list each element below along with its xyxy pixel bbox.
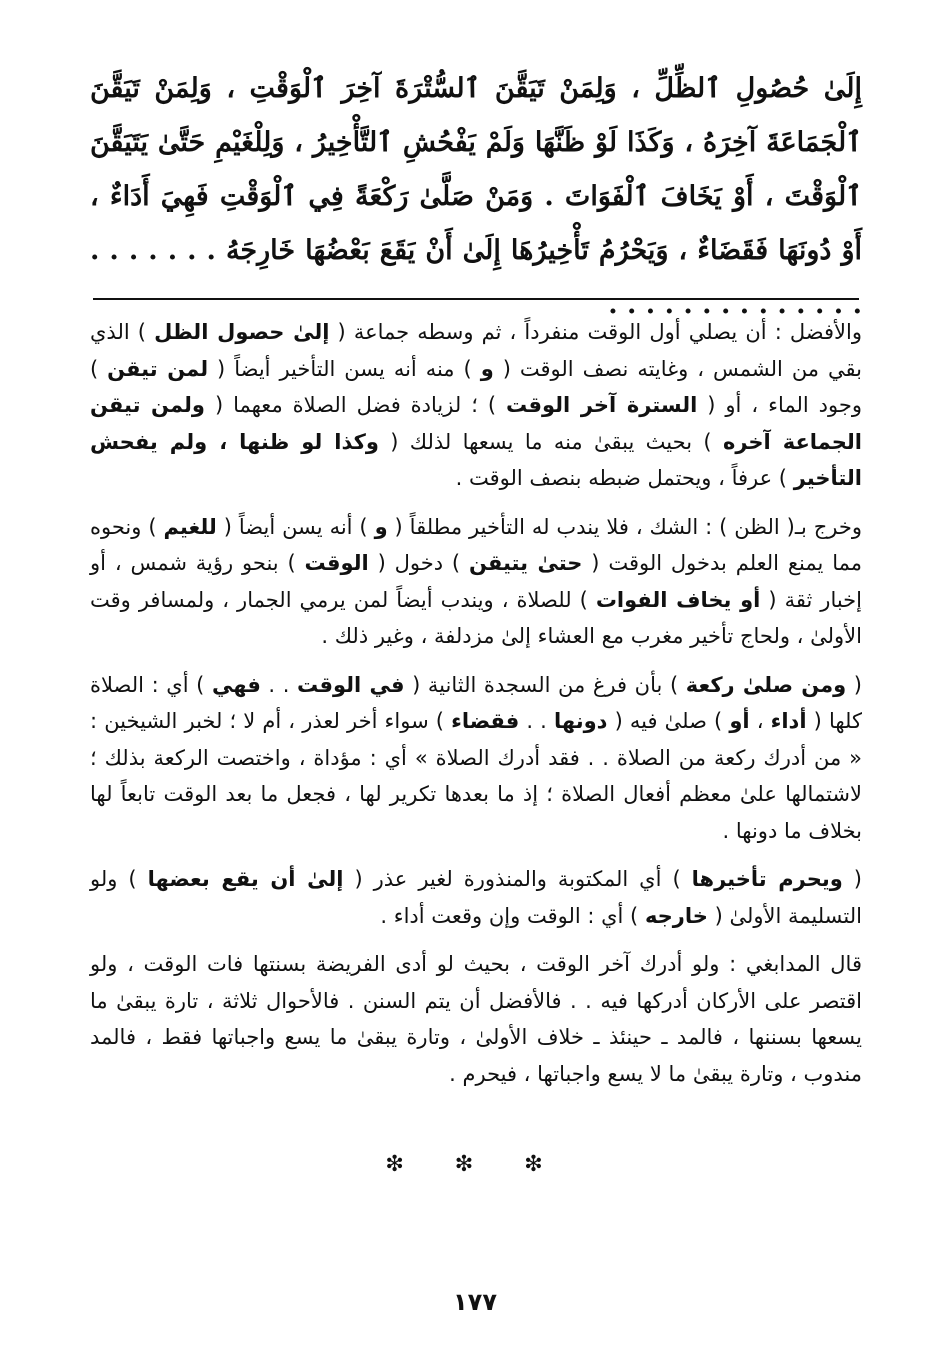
matn-quote: وكذا لو ظنها ، ولم يفحش التأخير [90, 429, 862, 490]
sharh-paragraph-4: ( ويحرم تأخيرها ) أي المكتوبة والمنذورة لغير عذر ( إلىٰ أن يقع بعضها ) ولو التسليمة الأولىٰ ( خارجه ) أي : الوقت وإن وقعت أداء . [90, 867, 862, 928]
page-number: ١٧٧ [453, 1288, 497, 1316]
matn-quote: ولمن تيقن الجماعة آخره [90, 393, 862, 454]
matn-quote: أو يخاف الفوات [595, 587, 761, 612]
footnote-divider [93, 298, 859, 300]
matn-quote: ومن صلىٰ ركعة [685, 672, 847, 697]
matn-quote: إلىٰ حصول الظل [154, 320, 330, 344]
matn-quote: أو [729, 709, 750, 733]
matn-quote: خارجه [644, 903, 708, 928]
matn-quote: الوقت [304, 551, 369, 575]
matn-quote: ويحرم تأخيرها [691, 867, 843, 891]
sharh-paragraph-5: قال المدابغي : ولو أدرك آخر الوقت ، بحيث لو أدى الفريضة بسنتها فات الوقت ، ولو اقتصر على الأركان أدركها فيه . . فالأفضل أن يتم السنن . فالأحوال ثلاثة ، تارة يبقىٰ ما يسعها بسننها ، فالمد ـ حينئذ ـ خلاف الأولىٰ ، وتارة يبقىٰ ما يسع واجباتها فقط ، فالمد مندوب ، وتارة يبقىٰ ما لا يسع واجباتها ، فيحرم . [90, 952, 862, 1086]
matn-quote: أداء [770, 709, 807, 733]
matn-quote: فهي [211, 672, 261, 697]
matn-quote: لمن تيقن [107, 356, 209, 381]
matn-quote: حتىٰ يتيقن [468, 551, 583, 575]
sharh-paragraph-3: ( ومن صلىٰ ركعة ) بأن فرغ من السجدة الثانية ( في الوقت . . فهي ) أي : الصلاة كلها ( أداء ، أو ) صلىٰ فيه ( دونها . . فقضاء ) سواء أخر لعذر ، أم لا ؛ لخبر الشيخين : « من أدرك ركعة من الصلاة . . فقد أدرك الصلاة » أي : مؤداة ، واختصت الركعة بذلك ؛ لاشتمالها علىٰ معظم أفعال الصلاة ؛ إذ ما بعدها تكرير لها ، فجعل ما بعد الوقت تابعاً لها بخلاف ما دونها . [90, 672, 863, 843]
section-separator-stars: ❇ ❇ ❇ [385, 1152, 565, 1177]
sharh-paragraph-1: والأفضل : أن يصلي أول الوقت منفرداً ، ثم وسطه جماعة ( إلىٰ حصول الظل ) الذي بقي من الشمس ، وغايته نصف الوقت ( و ) منه أنه يسن التأخير أيضاً ( لمن تيقن ) وجود الماء ، أو ( السترة آخر الوقت ) ؛ لزيادة فضل الصلاة معهما ( ولمن تيقن الجماعة آخره ) بحيث يبقىٰ منه ما يسعها لذلك ( وكذا لو ظنها ، ولم يفحش التأخير ) عرفاً ، ويحتمل ضبطه بنصف الوقت . [90, 320, 863, 490]
sharh-commentary [90, 314, 862, 1104]
sharh-paragraph-2: وخرج بـ( الظن ) : الشك ، فلا يندب له التأخير مطلقاً ( و ) أنه يسن أيضاً ( للغيم ) ونحوه مما يمنع العلم بدخول الوقت ( حتىٰ يتيقن ) دخول ( الوقت ) بنحو رؤية شمس ، أو إخبار ثقة ( أو يخاف الفوات ) للصلاة ، ويندب أيضاً لمن يرمي الجمار ، ولمسافر وقت الأولىٰ ، ولحاج تأخير مغرب مع العشاء إلىٰ مزدلفة ، وغير ذلك . [90, 514, 863, 648]
matn-text: إِلَىٰ حُصُولِ ٱلظِّلِّ ، وَلِمَنْ تَيَقَّنَ ٱلسُّتْرَةَ آخِرَ ٱلْوَقْتِ ، وَلِمَنْ تَيَقَّنَ ٱلْجَمَاعَةَ آخِرَهُ ، وَكَذَا لَوْ ظَنَّهَا وَلَمْ يَفْحُشِ ٱلتَّأْخِيرُ ، وَلِلْغَيْمِ حَتَّىٰ يَتَيَقَّنَ ٱلْوَقْتَ ، أَوْ يَخَافَ ٱلْفَوَاتَ . وَمَنْ صَلَّىٰ رَكْعَةً فِي ٱلْوَقْتِ فَهِيَ أَدَاءٌ ، أَوْ دُونَهَا فَقَضَاءٌ ، وَيَحْرُمُ تَأْخِيرُهَا إِلَىٰ أَنْ يَقَعَ بَعْضُهَا خَارِجَهُ . . . . . . . . . . . . . . . . . . . . . [90, 73, 862, 320]
matn-quote: و [480, 356, 494, 381]
matn-quote: فقضاء [451, 709, 520, 733]
matn-quote: في الوقت [297, 672, 405, 697]
matn-quote: إلىٰ أن يقع بعضها [147, 867, 344, 891]
matn-quote: دونها [553, 709, 608, 733]
matn-quote: السترة آخر الوقت [506, 393, 698, 417]
matn-quote: و [374, 514, 388, 539]
matn-quote: للغيم [163, 514, 217, 539]
